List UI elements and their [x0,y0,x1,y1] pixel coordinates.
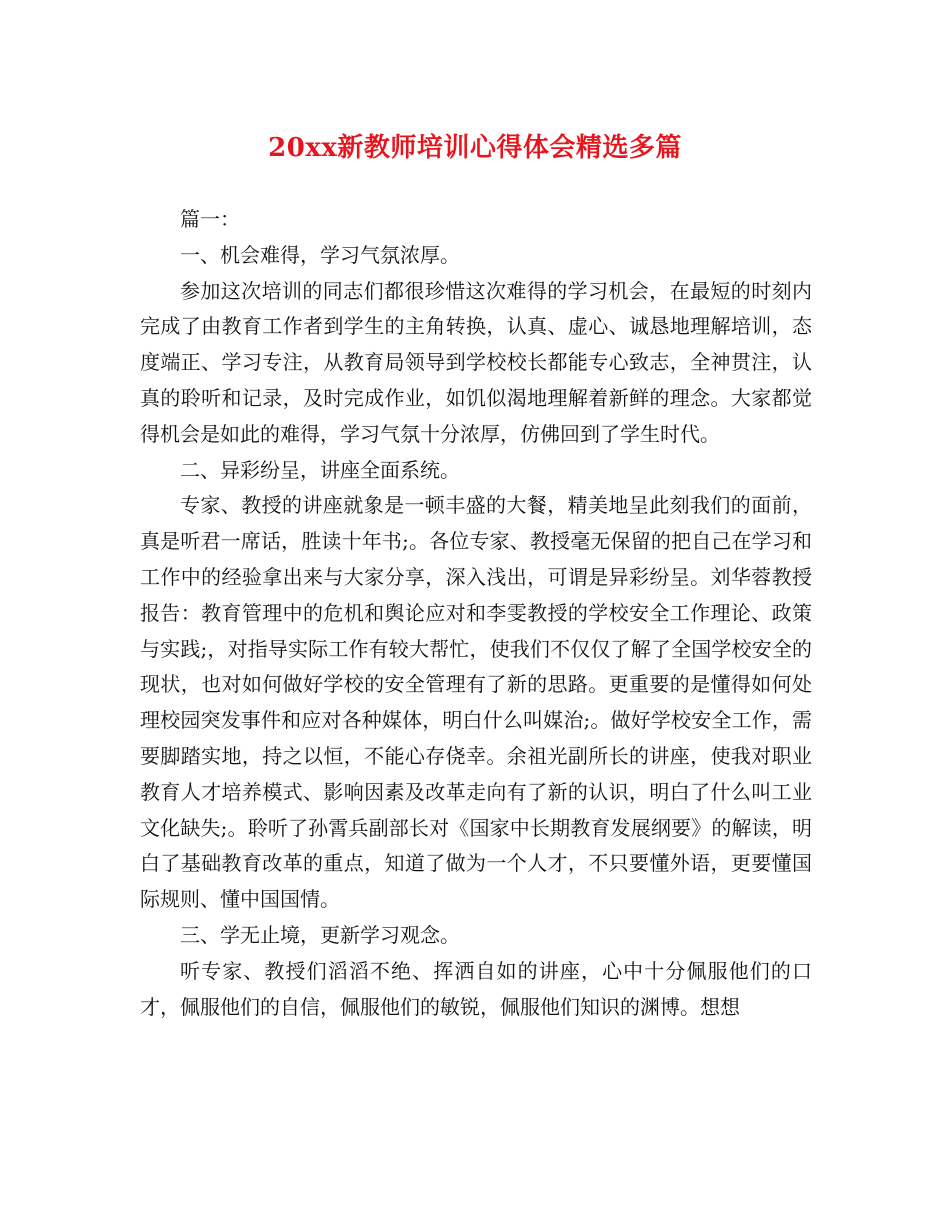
body-paragraph-1: 参加这次培训的同志们都很珍惜这次难得的学习机会，在最短的时刻内完成了由教育工作者到学生的主角转换，认真、虚心、诚恳地理解培训，态度端正、学习专注，从教育局领导到学校校长都能专心致志，全神贯注，认真的聆听和记录，及时完成作业，如饥似渴地理解着新鲜的理念。大家都觉得机会是如此的难得，学习气氛十分浓厚，仿佛回到了学生时代。 [140,278,812,446]
section-label: 篇一： [180,207,240,231]
body-paragraph-2: 专家、教授的讲座就象是一顿丰盛的大餐，精美地呈此刻我们的面前，真是听君一席话，胜读十年书;。各位专家、教授毫无保留的把自己在学习和工作中的经验拿出来与大家分享，深入浅出，可谓是异彩纷呈。刘华蓉教授报告：教育管理中的危机和舆论应对和李雯教授的学校安全工作理论、政策与实践;，对指导实际工作有较大帮忙，使我们不仅仅了解了全国学校安全的现状，也对如何做好学校的安全管理有了新的思路。更重要的是懂得如何处理校园突发事件和应对各种媒体，明白什么叫媒治;。做好学校安全工作，需要脚踏实地，持之以恒，不能心存侥幸。余祖光副所长的讲座，使我对职业教育人才培养模式、影响因素及改革走向有了新的认识，明白了什么叫工业文化缺失;。聆听了孙霄兵副部长对《国家中长期教育发展纲要》的解读，明白了基础教育改革的重点，知道了做为一个人才，不只要懂外语，更要懂国际规则、懂中国国情。 [140,493,812,912]
document-body [140,202,812,1025]
section-heading-2: 二、异彩纷呈，讲座全面系统。 [180,457,460,482]
body-paragraph-3: 听专家、教授们滔滔不绝、挥洒自如的讲座，心中十分佩服他们的口才，佩服他们的自信，佩服他们的敏锐，佩服他们知识的渊博。想想 [140,958,812,1019]
document-title: 20xx新教师培训心得体会精选多篇 [268,133,682,163]
section-heading-3: 三、学无止境，更新学习观念。 [180,922,460,947]
section-heading-1: 一、机会难得，学习气氛浓厚。 [180,242,460,267]
